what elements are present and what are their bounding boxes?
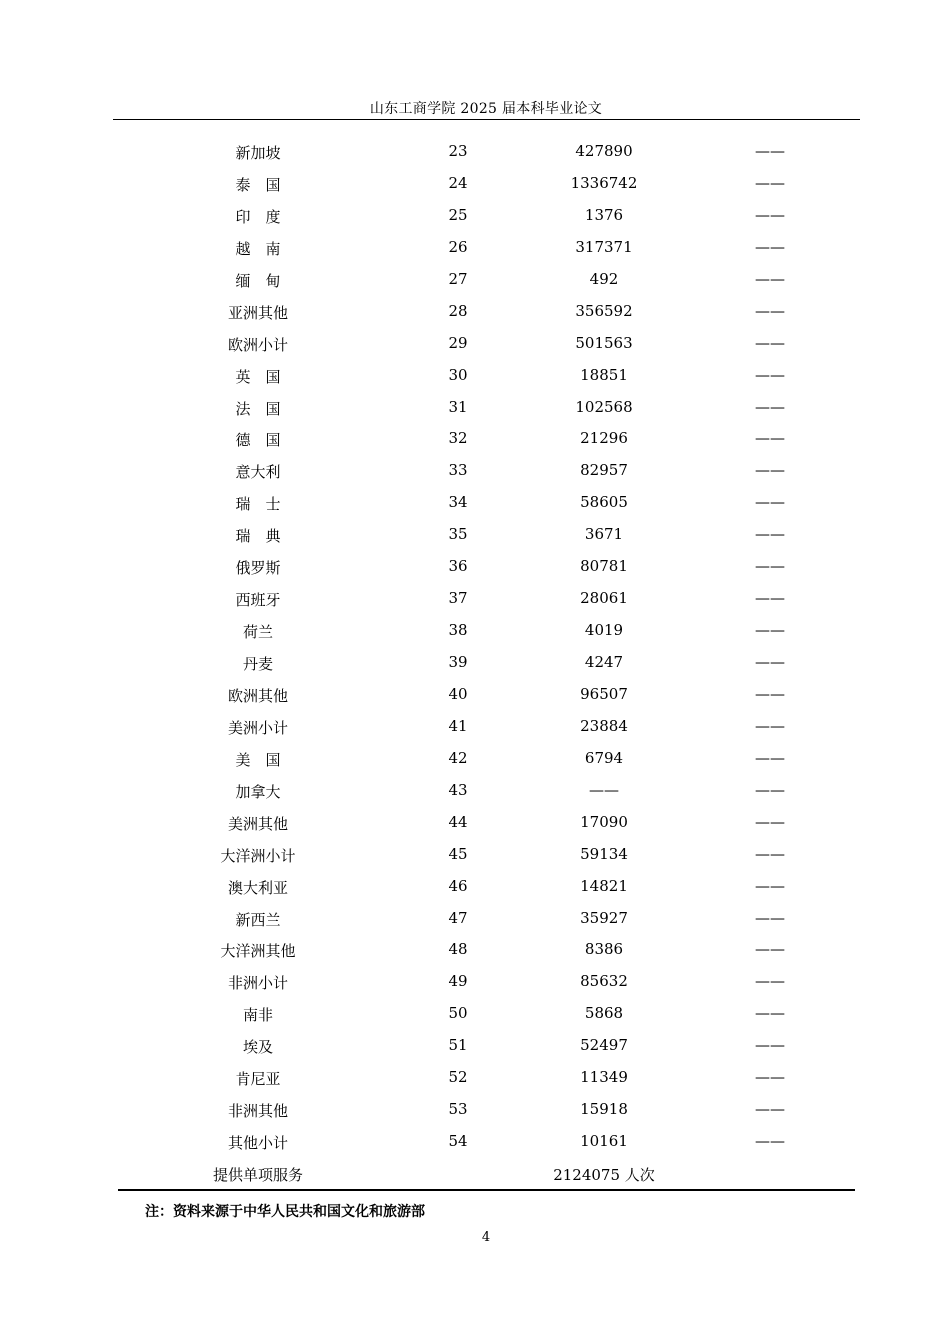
note-cell: —— [755,205,785,224]
page-number: 4 [481,1230,491,1245]
region-name-cell: 新西兰 [235,910,281,929]
region-name-cell: 非洲其他 [227,1102,288,1121]
table-row [0,966,950,998]
visitor-count-cell: 1336742 [570,173,638,192]
visitor-count-cell: 8386 [584,940,624,959]
visitor-count-cell: 11349 [580,1068,628,1087]
note-cell: —— [755,940,785,959]
note-cell: —— [755,684,785,703]
table-row [0,519,950,551]
row-number-cell: 47 [448,908,468,927]
table-row [0,647,950,679]
region-name-cell: 英 国 [235,367,281,386]
row-number-cell: 52 [448,1068,468,1087]
table-row [0,583,950,615]
region-name-cell: 欧洲其他 [227,686,288,705]
table-row [0,487,950,519]
table-row [0,934,950,966]
region-name-cell: 德 国 [235,431,281,450]
note-cell: —— [755,780,785,799]
row-number-cell: 48 [448,940,468,959]
row-number-cell: 44 [448,812,468,831]
visitor-count-cell: 96507 [580,684,628,703]
visitor-count-cell: 21296 [580,429,628,448]
table-row [0,615,950,647]
table-row [0,551,950,583]
table-row [0,200,950,232]
row-number-cell: 32 [448,429,468,448]
table-bottom-rule [118,1189,855,1191]
total-value: 2124075 人次 [553,1166,655,1184]
visitor-count-cell: 85632 [580,972,628,991]
note-cell: —— [755,173,785,192]
row-number-cell: 30 [448,365,468,384]
visitor-count-cell: 14821 [580,876,628,895]
note-cell: —— [755,1132,785,1151]
note-cell: —— [755,301,785,320]
source-footnote: 注：资料来源于中华人民共和国文化和旅游部 [145,1204,425,1220]
visitor-count-cell: 80781 [580,557,628,576]
table-row [0,392,950,424]
region-name-cell: 其他小计 [227,1134,288,1153]
visitor-count-cell: 102568 [575,397,633,416]
visitor-count-cell: 35927 [580,908,628,927]
table-row [0,775,950,807]
region-name-cell: 俄罗斯 [235,559,281,578]
note-cell: —— [755,1036,785,1055]
row-number-cell: 50 [448,1004,468,1023]
visitor-count-cell: 1376 [584,205,624,224]
note-cell: —— [755,461,785,480]
page-header-title: 山东工商学院 2025 届本科毕业论文 [369,101,603,117]
row-number-cell: 37 [448,589,468,608]
region-name-cell: 意大利 [235,463,281,482]
table-total-row [0,1158,950,1188]
row-number-cell: 41 [448,716,468,735]
table-row [0,1030,950,1062]
visitor-count-cell: 23884 [580,716,628,735]
table-row [0,455,950,487]
table-row [0,1062,950,1094]
visitor-count-cell: 317371 [575,237,633,256]
visitor-count-cell: 17090 [580,812,628,831]
note-cell: —— [755,237,785,256]
note-cell: —— [755,397,785,416]
table-row [0,1094,950,1126]
table-row [0,360,950,392]
region-name-cell: 美洲小计 [227,718,288,737]
note-cell: —— [755,716,785,735]
visitor-count-cell: 356592 [575,301,633,320]
region-name-cell: 澳大利亚 [227,878,288,897]
table-row [0,807,950,839]
note-cell: —— [755,876,785,895]
region-name-cell: 西班牙 [235,591,281,610]
statistics-table [0,136,950,1158]
note-cell: —— [755,621,785,640]
region-name-cell: 欧洲小计 [227,335,288,354]
row-number-cell: 51 [448,1036,468,1055]
table-row [0,903,950,935]
region-name-cell: 亚洲其他 [227,303,288,322]
row-number-cell: 25 [448,205,468,224]
region-name-cell: 泰 国 [235,175,281,194]
region-name-cell: 缅 甸 [235,271,281,290]
table-row [0,1126,950,1158]
row-number-cell: 35 [448,525,468,544]
row-number-cell: 45 [448,844,468,863]
visitor-count-cell: 5868 [584,1004,624,1023]
visitor-count-cell: 82957 [580,461,628,480]
table-row [0,839,950,871]
region-name-cell: 瑞 典 [235,527,281,546]
visitor-count-cell: —— [589,780,619,799]
region-name-cell: 非洲小计 [227,974,288,993]
table-row [0,998,950,1030]
region-name-cell: 瑞 士 [235,495,281,514]
total-label: 提供单项服务 [212,1166,303,1184]
region-name-cell: 南非 [242,1006,273,1025]
note-cell: —— [755,812,785,831]
row-number-cell: 34 [448,493,468,512]
table-row [0,232,950,264]
header-divider [113,119,860,120]
note-cell: —— [755,908,785,927]
region-name-cell: 肯尼亚 [235,1070,281,1089]
note-cell: —— [755,589,785,608]
row-number-cell: 29 [448,333,468,352]
note-cell: —— [755,429,785,448]
visitor-count-cell: 15918 [580,1100,628,1119]
row-number-cell: 40 [448,684,468,703]
row-number-cell: 42 [448,748,468,767]
table-row [0,679,950,711]
visitor-count-cell: 492 [589,269,619,288]
region-name-cell: 埃及 [242,1038,273,1057]
visitor-count-cell: 501563 [575,333,633,352]
visitor-count-cell: 28061 [580,589,628,608]
row-number-cell: 33 [448,461,468,480]
table-row [0,328,950,360]
region-name-cell: 印 度 [235,207,281,226]
note-cell: —— [755,653,785,671]
note-cell: —— [755,972,785,991]
row-number-cell: 31 [448,397,468,416]
note-cell: —— [755,333,785,352]
region-name-cell: 大洋洲小计 [220,846,296,865]
row-number-cell: 24 [448,173,468,192]
row-number-cell: 49 [448,972,468,991]
visitor-count-cell: 6794 [584,748,624,767]
row-number-cell: 46 [448,876,468,895]
row-number-cell: 53 [448,1100,468,1119]
visitor-count-cell: 4247 [584,653,624,671]
region-name-cell: 新加坡 [235,144,281,162]
table-row [0,711,950,743]
visitor-count-cell: 58605 [580,493,628,512]
note-cell: —— [755,525,785,544]
visitor-count-cell: 10161 [580,1132,628,1151]
row-number-cell: 54 [448,1132,468,1151]
row-number-cell: 27 [448,269,468,288]
table-row [0,296,950,328]
note-cell: —— [755,1068,785,1087]
region-name-cell: 大洋洲其他 [220,942,296,961]
visitor-count-cell: 59134 [580,844,628,863]
row-number-cell: 26 [448,237,468,256]
note-cell: —— [755,493,785,512]
table-row [0,871,950,903]
region-name-cell: 丹麦 [242,655,273,673]
region-name-cell: 美 国 [235,750,281,769]
table-row [0,423,950,455]
note-cell: —— [755,365,785,384]
note-cell: —— [755,142,785,160]
visitor-count-cell: 52497 [580,1036,628,1055]
visitor-count-cell: 427890 [575,142,633,160]
table-row [0,743,950,775]
note-cell: —— [755,748,785,767]
row-number-cell: 39 [448,653,468,671]
region-name-cell: 加拿大 [235,782,281,801]
table-row [0,168,950,200]
region-name-cell: 荷兰 [242,623,273,642]
note-cell: —— [755,557,785,576]
table-row [0,264,950,296]
note-cell: —— [755,844,785,863]
region-name-cell: 越 南 [235,239,281,258]
note-cell: —— [755,269,785,288]
visitor-count-cell: 4019 [584,621,624,640]
region-name-cell: 美洲其他 [227,814,288,833]
region-name-cell: 法 国 [235,399,281,418]
row-number-cell: 43 [448,780,468,799]
visitor-count-cell: 3671 [584,525,624,544]
row-number-cell: 38 [448,621,468,640]
row-number-cell: 28 [448,301,468,320]
table-row [0,136,950,168]
row-number-cell: 36 [448,557,468,576]
note-cell: —— [755,1100,785,1119]
row-number-cell: 23 [448,142,468,160]
visitor-count-cell: 18851 [580,365,628,384]
note-cell: —— [755,1004,785,1023]
